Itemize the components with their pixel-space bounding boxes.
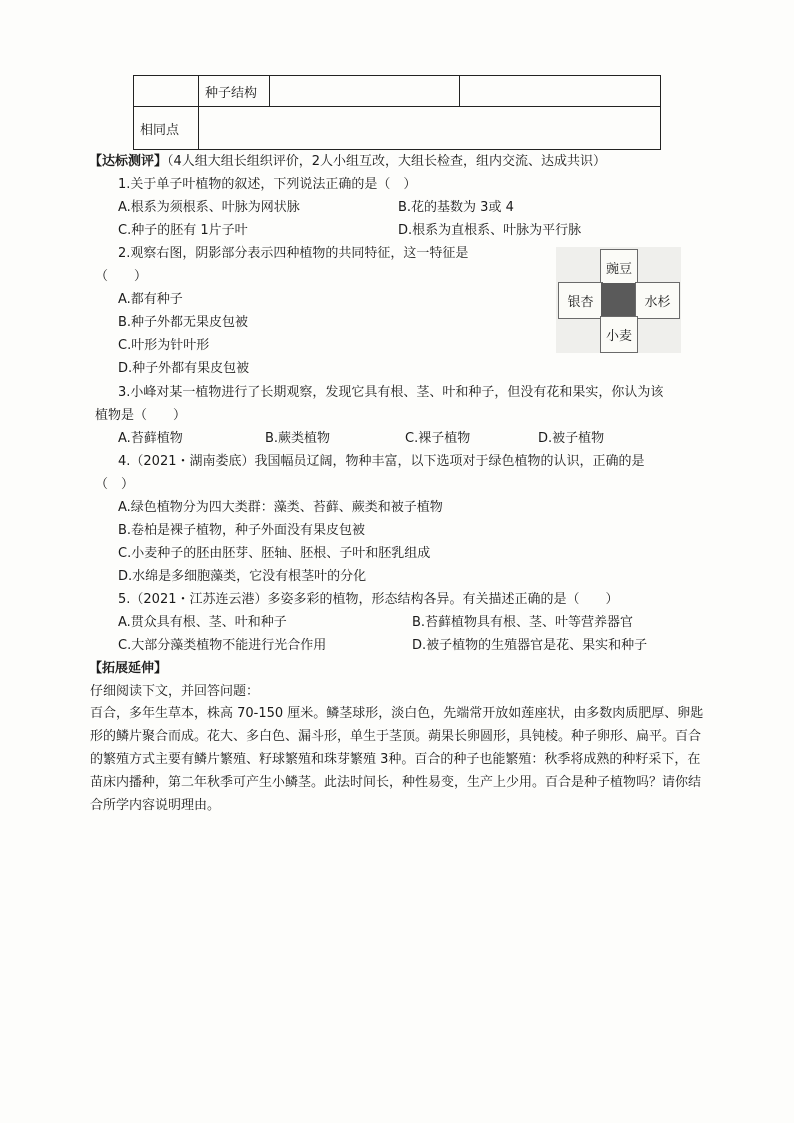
question-1-option-b: B.花的基数为 3或 4 — [398, 200, 514, 215]
question-1-option-c: C.种子的胚有 1片子叶 — [118, 223, 248, 238]
question-4-stem-line1: 4.（2021・湖南娄底）我国幅员辽阔，物种丰富，以下选项对于绿色植物的认识，正确的是 — [118, 454, 645, 469]
table-row — [134, 107, 661, 150]
figure-cell-pea: 豌豆 — [600, 249, 638, 285]
question-2-stem: 2.观察右图，阴影部分表示四种植物的共同特征，这一特征是 — [118, 246, 469, 261]
table-cell-blank — [460, 76, 661, 107]
comparison-table — [133, 75, 661, 150]
question-5-option-d: D.被子植物的生殖器官是花、果实和种子 — [412, 638, 648, 653]
question-1-stem: 1.关于单子叶植物的叙述，下列说法正确的是（ ） — [118, 177, 417, 192]
question-5-option-c: C.大部分藻类植物不能进行光合作用 — [118, 638, 327, 653]
question-3-option-b: B.蕨类植物 — [265, 431, 331, 446]
figure-shaded-overlap — [601, 283, 636, 317]
extension-section-title: 【拓展延伸】 — [89, 661, 168, 676]
question-5-stem: 5.（2021・江苏连云港）多姿多彩的植物，形态结构各异。有关描述正确的是（ ） — [118, 592, 619, 607]
figure-cell-dawn-redwood: 水杉 — [635, 282, 680, 319]
question-3-stem-line2: 植物是（ ） — [95, 408, 187, 423]
question-4-option-a: A.绿色植物分为四大类群：藻类、苔藓、蕨类和被子植物 — [118, 500, 443, 515]
assessment-header — [89, 153, 606, 171]
section-title: 【达标测评】 — [89, 154, 168, 169]
question-3-stem-line1: 3.小峰对某一植物进行了长期观察，发现它具有根、茎、叶和种子，但没有花和果实，你认为该 — [118, 385, 664, 400]
question-1-option-d: D.根系为直根系、叶脉为平行脉 — [398, 223, 582, 238]
question-5-option-a: A.贯众具有根、茎、叶和种子 — [118, 615, 287, 630]
question-2-option-c: C.叶形为针叶形 — [118, 338, 210, 353]
table-cell-similarities: 相同点 — [134, 107, 199, 150]
extension-intro: 仔细阅读下文，并回答问题： — [90, 684, 260, 699]
section-note: （4人组大组长组织评价，2人小组互改，大组长检查，组内交流、达成共识） — [167, 154, 607, 169]
question-2-option-d: D.种子外都有果皮包被 — [118, 361, 250, 376]
table-cell-blank — [270, 76, 460, 107]
question-3-option-c: C.裸子植物 — [405, 431, 471, 446]
table-cell-empty — [134, 76, 199, 107]
question-4-option-d: D.水绵是多细胞藻类，它没有根茎叶的分化 — [118, 569, 367, 584]
figure-cell-ginkgo: 银杏 — [558, 282, 603, 319]
extension-reading-paragraph: 百合，多年生草本，株高 70-150 厘米。鳞茎球形，淡白色，先端常开放如莲座状，由多数肉质肥厚、卵匙形的鳞片聚合而成。花大、多白色、漏斗形，单生于茎顶。蒴果长卵圆形，具钝棱。种子卵形、扁平。百合的繁殖方式主要有鳞片繁殖、籽球繁殖和珠芽繁殖 3种。百合的种子也能繁殖：秋季将成熟的种籽采下，在苗床内播种，第二年秋季可产生小鳞茎。此法时间长，种性易变，生产上少用。百合是种子植物吗？请你结合所学内容说明理由。 — [90, 706, 704, 813]
question-1-option-a: A.根系为须根系、叶脉为网状脉 — [118, 200, 300, 215]
question-3-option-a: A.苔藓植物 — [118, 431, 183, 446]
table-cell-seed-structure: 种子结构 — [199, 76, 270, 107]
question-4-option-b: B.卷柏是裸子植物，种子外面没有果皮包被 — [118, 523, 366, 538]
table-row — [134, 76, 661, 107]
question-2-option-b: B.种子外都无果皮包被 — [118, 315, 249, 330]
question-2-option-a: A.都有种子 — [118, 292, 183, 307]
question-5-option-b: B.苔藓植物具有根、茎、叶等营养器官 — [412, 615, 634, 630]
plant-features-figure — [556, 247, 681, 353]
question-4-stem-line2: （ ） — [95, 477, 135, 492]
figure-cell-wheat: 小麦 — [600, 316, 638, 353]
question-4-option-c: C.小麦种子的胚由胚芽、胚轴、胚根、子叶和胚乳组成 — [118, 546, 431, 561]
table-cell-answer — [199, 107, 661, 150]
question-2-paren: （ ） — [95, 269, 148, 284]
question-3-option-d: D.被子植物 — [538, 431, 605, 446]
